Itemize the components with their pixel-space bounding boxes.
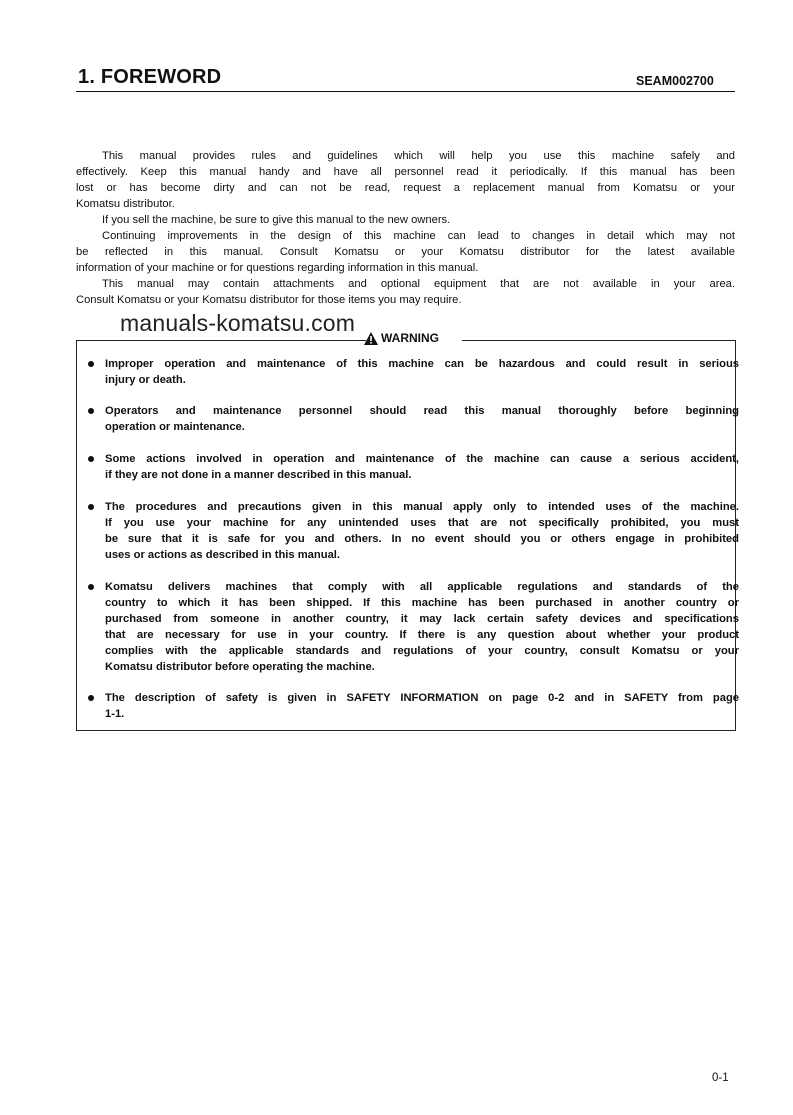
document-code: SEAM002700 <box>636 74 714 88</box>
paragraph <box>76 212 735 228</box>
warning-item-line: Komatsu delivers machines that comply with all applicable regulations and standards of the <box>105 581 739 593</box>
bullet-icon <box>88 584 94 590</box>
warning-item-line: purchased from someone in another country, it may lack certain safety devices and specifications <box>105 613 739 625</box>
paragraph <box>76 276 735 308</box>
warning-label: WARNING <box>381 331 439 345</box>
section-title: 1. FOREWORD <box>78 66 222 88</box>
warning-item-line: The procedures and precautions given in this manual apply only to intended uses of the machine. <box>105 501 739 513</box>
warning-item-line: Some actions involved in operation and maintenance of the machine can cause a serious accident, <box>105 453 739 465</box>
paragraph <box>76 228 735 276</box>
paragraph-line: lost or has become dirty and can not be read, request a replacement manual from Komatsu or your <box>76 182 735 194</box>
paragraph-line: This manual may contain attachments and optional equipment that are not available in your area. <box>102 278 735 290</box>
page-number: 0-1 <box>712 1072 729 1084</box>
warning-item-line: uses or actions as described in this manual. <box>105 549 341 561</box>
bullet-icon <box>88 456 94 462</box>
warning-item <box>88 451 739 483</box>
warning-item-line: if they are not done in a manner described in this manual. <box>105 469 412 481</box>
warning-item-line: be sure that it is safe for you and others. In no event should you or others engage in prohibited <box>105 533 739 545</box>
paragraph-line: If you sell the machine, be sure to give this manual to the new owners. <box>102 214 451 226</box>
warning-item-line: Operators and maintenance personnel should read this manual thoroughly before beginning <box>105 405 739 417</box>
warning-item-line: injury or death. <box>105 374 186 386</box>
paragraph-line: effectively. Keep this manual handy and have all personnel read it periodically. If this manual has been <box>76 166 735 178</box>
warning-item-line: Komatsu distributor before operating the machine. <box>105 661 375 673</box>
paragraph-line: This manual provides rules and guidelines which will help you use this machine safely and <box>102 150 735 162</box>
paragraph-line: Consult Komatsu or your Komatsu distributor for those items you may require. <box>76 294 462 306</box>
warning-item-line: that are necessary for use in your country. If there is any question about whether your product <box>105 629 739 641</box>
foreword-body <box>76 148 735 308</box>
watermark: manuals-komatsu.com <box>120 310 356 336</box>
warning-item-line: operation or maintenance. <box>105 421 245 433</box>
bullet-icon <box>88 361 94 367</box>
warning-item <box>88 499 739 563</box>
warning-item-line: 1-1. <box>105 708 125 720</box>
warning-item-line: The description of safety is given in SAFETY INFORMATION on page 0-2 and in SAFETY from page <box>105 692 739 704</box>
header-rule <box>76 91 735 92</box>
bullet-icon <box>88 408 94 414</box>
paragraph-line: Komatsu distributor. <box>76 198 175 210</box>
warning-item-line: Improper operation and maintenance of this machine can be hazardous and could result in serious <box>105 358 739 370</box>
paragraph <box>76 148 735 212</box>
warning-heading <box>364 331 439 345</box>
paragraph-line: be reflected in this manual. Consult Komatsu or your Komatsu distributor for the latest available <box>76 246 735 258</box>
bullet-icon <box>88 504 94 510</box>
warning-item-line: complies with the applicable standards and regulations of your country, consult Komatsu or your <box>105 645 739 657</box>
warning-item <box>88 690 739 722</box>
bullet-icon <box>88 695 94 701</box>
warning-item-line: country to which it has been shipped. If this machine has been purchased in another country or <box>105 597 739 609</box>
warning-item <box>88 356 739 388</box>
paragraph-line: information of your machine or for questions regarding information in this manual. <box>76 262 479 274</box>
warning-triangle-icon <box>364 332 378 345</box>
paragraph-line: Continuing improvements in the design of this machine can lead to changes in detail which may not <box>102 230 735 242</box>
warning-item <box>88 579 739 675</box>
warning-item <box>88 403 739 435</box>
warning-item-line: If you use your machine for any unintended uses that are not specifically prohibited, you must <box>105 517 739 529</box>
